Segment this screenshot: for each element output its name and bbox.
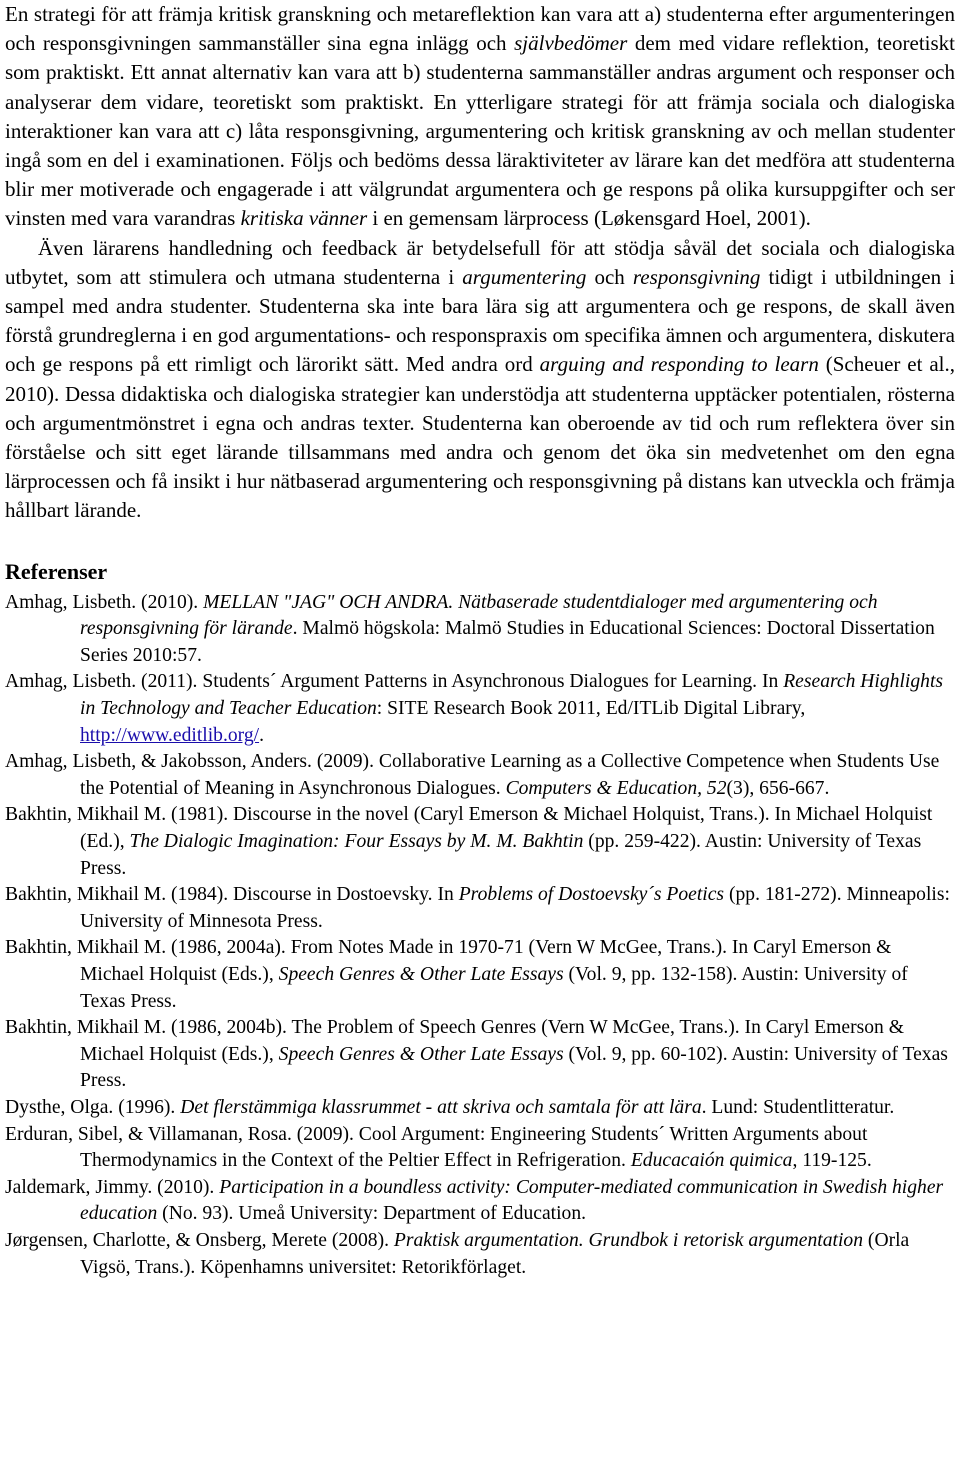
references-heading: Referenser	[5, 558, 108, 584]
text-run: tidigt i utbildningen i sampel med andra studenter. Studenterna ska inte bara lära sig att argumentera och ge respons, de skall även förstå grundreglerna i en god argumentations- och responspraxis om specifika ämnen och argumentera, diskutera och ge respons på ett rimligt och lärorikt sätt. Med andra ord	[5, 264, 956, 377]
text-run: En strategi för att främja kritisk granskning och metareflektion kan vara att a) studenterna efter argumenteringen och responsgivningen sammanställer sina egna inlägg och	[5, 2, 955, 56]
text-run: .	[259, 724, 264, 746]
italic-text: Research Highlights in Technology and Teacher Education	[80, 671, 944, 720]
italic-text: responsgivning	[632, 264, 761, 289]
text-run: (pp. 259-422). Austin: University of Texas Press.	[80, 831, 922, 879]
text-run: Bakhtin, Mikhail M. (1986, 2004a). From Notes Made in 1970-71 (Vern W McGee, Trans.). In Caryl Emerson & Michael Holquist (Eds.),	[5, 937, 892, 985]
italic-text: Participation in a boundless activity: Computer-mediated communication in Swedish higher education	[80, 1176, 944, 1225]
text-run: Bakhtin, Mikhail M. (1986, 2004b). The Problem of Speech Genres (Vern W McGee, Trans.). In Caryl Emerson & Michael Holquist (Eds.),	[5, 1017, 904, 1065]
italic-text: Praktisk argumentation. Grundbok i retorisk argumentation	[393, 1229, 864, 1251]
text-run: Amhag, Lisbeth. (2010).	[5, 591, 204, 613]
text-run: (3), 656-667.	[726, 777, 830, 799]
text-run: Även lärarens handledning och feedback är betydelsefull för att stödja såväl det sociala och dialogiska utbytet, som att stimulera och utmana studenterna i	[5, 235, 955, 289]
body-paragraph-2	[5, 234, 955, 526]
text-run: , 119-125.	[792, 1150, 872, 1172]
text-run: . Malmö högskola: Malmö Studies in Educational Sciences: Doctoral Dissertation Series 2010:57.	[80, 618, 935, 666]
reference-entry	[5, 1015, 955, 1095]
text-run: (Orla Vigsö, Trans.). Köpenhamns universitet: Retorikförlaget.	[80, 1229, 910, 1278]
text-run: Dysthe, Olga. (1996).	[5, 1096, 181, 1118]
text-run: Amhag, Lisbeth. (2011). Students´ Argument Patterns in Asynchronous Dialogues for Learning. In	[5, 671, 784, 693]
document-page	[5, 0, 955, 1281]
italic-text: kritiska vänner	[240, 206, 368, 231]
italic-text: The Dialogic Imagination: Four Essays by M. M. Bakhtin	[129, 831, 584, 852]
italic-text: självbedömer	[514, 31, 628, 56]
text-run: (No. 93). Umeå University: Department of Education.	[157, 1203, 587, 1225]
italic-text: Problems of Dostoevsky´s Poetics	[458, 884, 725, 906]
reference-entry	[5, 1228, 955, 1281]
text-run: dem med vidare reflektion, teoretiskt som praktiskt. Ett annat alternativ kan vara att b) studenterna sammanställer andras argument och responser och analyserar dem vidare, teoretiskt som praktiskt. En ytterligare strategi för att främja sociala och dialogiska interaktioner kan vara att c) låta responsgivning, argumentering och kritisk granskning av och mellan studenter ingå som en del i examinationen. Följs och bedöms dessa läraktiviteter av lärare kan det medföra att studenterna blir mer motiverade och engagerade i att välgrundat argumentera och ge respons på olika kursuppgifter och ser vinsten med vara varandras	[5, 31, 955, 231]
reference-entry	[5, 1175, 955, 1228]
italic-text: arguing and responding to learn	[539, 352, 819, 377]
reference-entry	[5, 590, 955, 670]
italic-text: Speech Genres & Other Late Essays	[278, 1043, 564, 1065]
text-run: och	[586, 264, 633, 289]
text-run: Bakhtin, Mikhail M. (1984). Discourse in Dostoevsky. In	[5, 884, 459, 906]
reference-entry	[5, 882, 955, 935]
italic-text: Det flerstämmiga klassrummet - att skriva och samtala för att lära	[180, 1096, 702, 1118]
text-run: i en gemensam lärprocess (Løkensgard Hoel, 2001).	[367, 206, 811, 231]
italic-text: MELLAN "JAG" OCH ANDRA. Nätbaserade studentdialoger med argumentering och responsgivning för lärande	[80, 591, 878, 640]
reference-link[interactable]: http://www.editlib.org/	[80, 724, 260, 746]
reference-entry	[5, 749, 955, 802]
reference-entry	[5, 669, 955, 749]
reference-entry	[5, 1095, 955, 1122]
text-run: Amhag, Lisbeth, & Jakobsson, Anders. (2009). Collaborative Learning as a Collective Competence when Students Use the Potential of Meaning in Asynchronous Dialogues.	[5, 751, 940, 799]
text-run: Jørgensen, Charlotte, & Onsberg, Merete (2008).	[5, 1229, 394, 1251]
text-run: . Lund: Studentlitteratur.	[701, 1096, 895, 1118]
reference-list	[5, 590, 955, 1281]
text-run: (Vol. 9, pp. 132-158). Austin: University of Texas Press.	[80, 963, 908, 1012]
italic-text: Educacaión quimica	[630, 1150, 793, 1172]
reference-entry	[5, 1122, 955, 1175]
text-run: Jaldemark, Jimmy. (2010).	[5, 1176, 220, 1198]
text-run: (Scheuer et al., 2010). Dessa didaktiska och dialogiska strategier kan understödja att studenterna upptäcker potentialen, rösterna och argumentmönstret i egna och andras texter. Studenterna kan oberoende av tid och rum reflektera över sin förståelse och sitt eget lärande tillsammans med andra och genom det öka sin medvetenhet om den egna lärprocessen och få insikt i hur nätbaserad argumentering och responsgivning på distans kan utveckla och främja hållbart lärande.	[5, 352, 955, 523]
reference-entry	[5, 935, 955, 1015]
text-run: Bakhtin, Mikhail M. (1981). Discourse in the novel (Caryl Emerson & Michael Holquist, Trans.). In Michael Holquist (Ed.),	[5, 804, 933, 852]
text-run: Erduran, Sibel, & Villamanan, Rosa. (2009). Cool Argument: Engineering Students´ Written Arguments about Thermodynamics in the Context of the Peltier Effect in Refrigeration.	[5, 1123, 868, 1172]
text-run: : SITE Research Book 2011, Ed/ITLib Digital Library,	[376, 698, 806, 720]
text-run: (pp. 181-272). Minneapolis: University of Minnesota Press.	[80, 884, 950, 932]
text-run: (Vol. 9, pp. 60-102). Austin: University of Texas Press.	[80, 1043, 948, 1092]
reference-entry	[5, 802, 955, 882]
italic-text: argumentering	[462, 264, 587, 289]
italic-text: Speech Genres & Other Late Essays	[278, 963, 564, 985]
body-paragraph-1	[5, 0, 955, 234]
italic-text: Computers & Education, 52	[505, 777, 727, 799]
